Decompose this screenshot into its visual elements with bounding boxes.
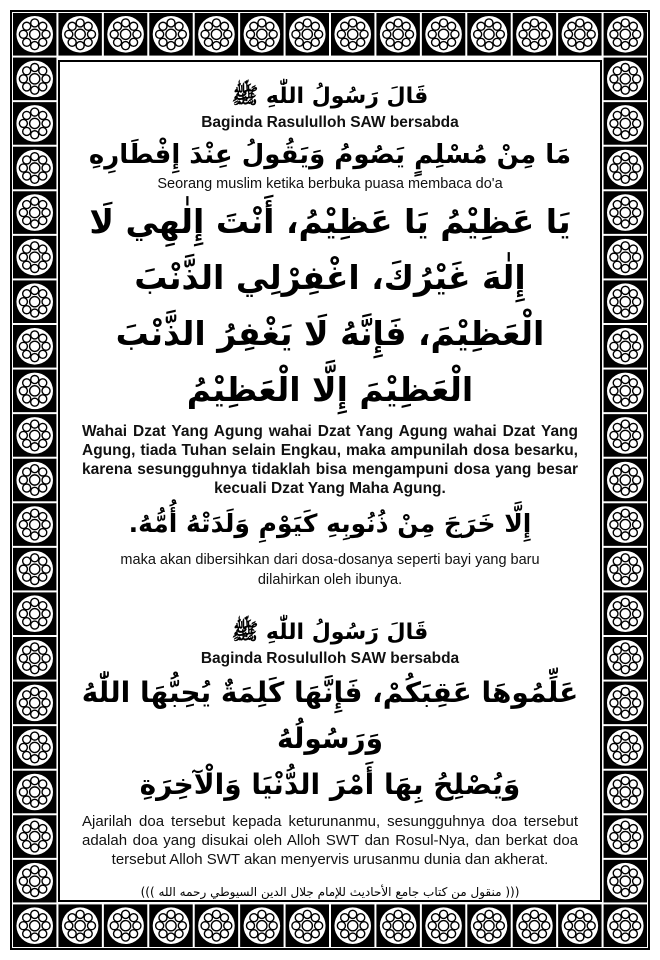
border-tile — [422, 13, 465, 56]
border-tile — [149, 13, 192, 56]
border-tile — [13, 459, 56, 502]
section2-heading-latin: Baginda Rosululloh SAW bersabda — [200, 650, 460, 667]
border-tile — [604, 102, 647, 145]
border-tile — [13, 414, 56, 457]
border-tile — [104, 13, 147, 56]
section2-heading-arabic: قَالَ رَسُولُ اللّٰهِ ﷺ — [231, 620, 429, 645]
border-tile — [13, 236, 56, 279]
section1-heading-latin: Baginda Rasululloh SAW bersabda — [201, 114, 459, 131]
section-gap — [60, 590, 600, 618]
border-tile — [422, 904, 465, 947]
border-tile — [604, 815, 647, 858]
border-tile — [604, 236, 647, 279]
border-tile — [13, 280, 56, 323]
border-tile — [195, 13, 238, 56]
border-tile — [604, 414, 647, 457]
border-tile — [604, 860, 647, 903]
border-tile — [604, 592, 647, 635]
border-tile — [13, 904, 56, 947]
border-tile — [604, 370, 647, 413]
border-tile — [13, 815, 56, 858]
border-tile — [13, 726, 56, 769]
border-tile — [149, 904, 192, 947]
border-tile — [604, 191, 647, 234]
border-tile — [13, 771, 56, 814]
border-tile — [513, 904, 556, 947]
border-tile — [558, 13, 601, 56]
section1-heading-arabic: قَالَ رَسُولُ اللّٰهِ ﷺ — [231, 84, 429, 109]
border-tile — [240, 13, 283, 56]
border-tile — [240, 904, 283, 947]
border-tile — [604, 58, 647, 101]
border-tile — [13, 13, 56, 56]
border-tile — [13, 592, 56, 635]
border-tile — [195, 904, 238, 947]
border-tile — [13, 191, 56, 234]
border-tile — [604, 13, 647, 56]
section2-hadith-arabic-1: عَلِّمُوهَا عَقِبَكُمْ، فَإِنَّهَا كَلِمَةٌ يُحِبُّهَا اللّٰهُ وَرَسُولُهُ — [81, 676, 579, 755]
border-tile — [13, 860, 56, 903]
dua-arabic: يَا عَظِيْمُ يَا عَظِيْمُ، أَنْتَ إِلٰهِي لَا إِلٰهَ غَيْرُكَ، اغْفِرْلِي الذَّنْبَ الْعَظِيْمَ، فَإِنَّهُ لَا يَغْفِرُ الذَّنْبَ الْعَظِيْمَ إِلَّا الْعَظِيْمُ — [89, 202, 571, 409]
border-tile — [513, 13, 556, 56]
border-tile — [104, 904, 147, 947]
border-tile — [467, 904, 510, 947]
border-tile — [558, 904, 601, 947]
border-tile — [604, 771, 647, 814]
border-tile — [604, 459, 647, 502]
border-tile — [58, 13, 101, 56]
section1-hadith-arabic: مَا مِنْ مُسْلِمٍ يَصُومُ وَيَقُولُ عِنْدَ إِفْطَارِهِ — [88, 140, 572, 170]
border-tile — [13, 637, 56, 680]
dua-translation: Wahai Dzat Yang Agung wahai Dzat Yang Agung wahai Dzat Yang Agung, tiada Tuhan selain Engkau, maka ampunilah dosa besarku, karena sesungguhnya tidaklah bisa mengampuni dosa yang besar kecuali Dzat Yang Maha Agung. — [82, 423, 578, 497]
border-tile — [604, 904, 647, 947]
border-tile — [604, 280, 647, 323]
border-tile — [604, 682, 647, 725]
border-tile — [13, 58, 56, 101]
section2-translation: Ajarilah doa tersebut kepada keturunanmu, sesungguhnya doa tersebut adalah doa yang disukai oleh Alloh SWT dan Rosul-Nya, dan berkat doa tersebut Alloh SWT akan menyervis urusanmu dunia dan akherat. — [82, 813, 578, 868]
border-tile — [376, 904, 419, 947]
border-tile — [604, 325, 647, 368]
section1-hadith-latin: Seorang muslim ketika berbuka puasa membaca do'a — [157, 176, 503, 192]
border-tile — [467, 13, 510, 56]
border-tile — [13, 102, 56, 145]
section2-hadith-arabic-2: وَيُصْلِحُ بِهَا أَمْرَ الدُّنْيَا وَالْآخِرَةِ — [139, 768, 521, 801]
border-tile — [604, 503, 647, 546]
border-tile — [331, 13, 374, 56]
content-panel — [58, 60, 602, 902]
border-tile — [286, 904, 329, 947]
border-tile — [604, 147, 647, 190]
border-tile — [13, 370, 56, 413]
border-tile — [58, 904, 101, 947]
border-tile — [286, 13, 329, 56]
result-arabic: إِلَّا خَرَجَ مِنْ ذُنُوبِهِ كَيَوْمِ وَلَدَتْهُ أُمُّهُ. — [128, 509, 532, 538]
border-tile — [13, 147, 56, 190]
border-tile — [13, 548, 56, 591]
border-tile — [331, 904, 374, 947]
result-latin: maka akan dibersihkan dari dosa-dosanya seperti bayi yang baru dilahirkan oleh ibunya. — [120, 552, 540, 588]
border-tile — [13, 325, 56, 368]
border-tile — [13, 682, 56, 725]
source-citation: ((( منقول من كتاب جامع الأحاديث للإمام جلال الدين السيوطي رحمه الله ))) — [140, 885, 520, 899]
border-tile — [604, 548, 647, 591]
border-tile — [13, 503, 56, 546]
border-tile — [376, 13, 419, 56]
border-tile — [604, 726, 647, 769]
border-tile — [604, 637, 647, 680]
